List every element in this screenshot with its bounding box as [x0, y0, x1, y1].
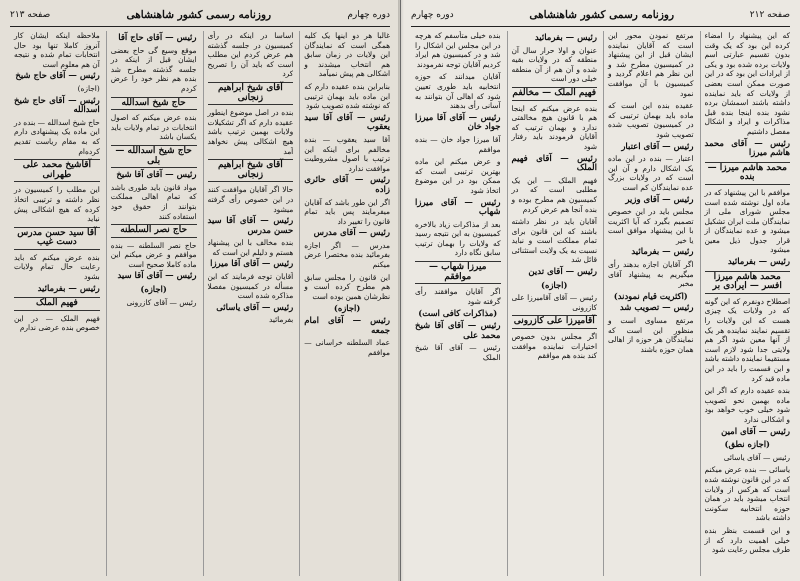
speaker-line: رئیس — آقای آقا شیخ محمد علی	[415, 321, 501, 341]
paragraph: عماد السلطنه خراسانی — موافقم	[304, 338, 390, 357]
page-number: صفحه ۲۱۳	[10, 10, 51, 20]
paragraph: (اجازه)	[77, 83, 100, 93]
paragraph: موقع وسیع گی حاج بعضی ایشان قبل از اینکه در جلسه گذشته مطرح شد بنده هم نظر خود را عرض کردم	[110, 45, 197, 93]
paragraph: اگر این طور باشد که آقایان میفرمایند پس باید تمام قانون را تغییر داد	[304, 197, 390, 226]
paragraph: غالبا هر دو اینها یک کلیه همگی است که نمایندگان این ولایات در زمان سابق هم انتخاب میشدند و اشکالی هم پیش نمیآمد	[304, 31, 390, 79]
speaker-heading: محمد هاشم میرزا — بنده	[705, 162, 791, 185]
speaker-heading: حاج شیخ اسدالله	[111, 97, 197, 111]
centered-note: (اجازه)	[140, 284, 167, 295]
speaker-line: رئیس — بفرمائید	[631, 247, 694, 258]
paragraph: بنده خیلی متأسفم که هرچه در این مجلس این اشکال را شد و در کمیسیون هم ایراد کردیم آقایان توجه نفرمودند	[415, 31, 501, 69]
paragraph: بنده در اصل موضوع اینطور عقیده دارم که اگر تشکیلات ولایات بهمین ترتیب باشد هیچ اشکالی پیش نخواهد آمد	[207, 108, 294, 156]
text-column	[507, 31, 598, 576]
speaker-line: رئیس — بفرمائید	[727, 257, 790, 268]
speaker-line: رئیس — آقای وزیر	[625, 194, 694, 205]
speaker-heading: آقامیرزا علی کازرونی	[512, 315, 598, 329]
text-column	[299, 31, 390, 576]
speaker-line: رئیس — بفرمائید	[37, 283, 100, 294]
text-column	[106, 31, 197, 576]
centered-note: (اکثریت قیام نمودند)	[613, 290, 688, 301]
speaker-line: رئیس — بفرمائید	[534, 33, 597, 43]
page-number: صفحه ۲۱۲	[749, 10, 790, 20]
text-columns	[10, 31, 390, 576]
right-page	[400, 0, 800, 581]
paragraph: آقایان باید در نظر داشته باشند که این قانون برای تمام مملکت است و نباید نسبت به یک ولایت استثنائی قائل شد	[511, 217, 597, 265]
speaker-heading: آقا سید حسن مدرس دست غیب	[14, 227, 100, 250]
paragraph: مواد قانون باید طوری باشد که تمام اهالی مملکت بتوانند از حقوق خود استفاده کنند	[110, 182, 197, 221]
paragraph: اگر آقایان موافقند رأی گرفته شود	[415, 287, 501, 306]
session-label: دوره چهارم	[347, 10, 390, 20]
centered-note: (اجازه)	[541, 279, 568, 290]
speaker-heading: آقای شیخ ابراهیم زنجانی	[208, 159, 294, 182]
speaker-line: رئیس — آقای محمد هاشم میرزا	[704, 138, 790, 159]
speaker-line: رئیس — آقای میرزا شهاب	[415, 197, 501, 218]
paragraph: بنده عرض میکنم که باید رعایت حال تمام ولایات بشود	[14, 252, 100, 282]
paragraph: حاج نصر السلطنه — بنده موافقم و عرض میکنم این ماده کاملا صحیح است	[110, 240, 197, 269]
speaker-line: رئیس — آقای امین	[721, 426, 790, 437]
text-column	[603, 31, 694, 576]
speaker-line: رئیس — آقای حاج شیخ اسدالله	[14, 95, 100, 116]
newspaper-title: روزنامه رسمی کشور شاهنشاهی	[126, 9, 272, 21]
page-header	[10, 6, 390, 27]
centered-note: (اجازه نطق)	[724, 439, 770, 450]
speaker-line: رئیس — آقای آقا سید حسن مدرس	[207, 216, 294, 236]
paragraph: موافقم با این پیشنهاد که در ماده اول نوشته شده است مجلس شورای ملی از نمایندگان ملت ایران تشکیل میشود و عده نمایندگان از قرار جدول ذیل معین میشود	[704, 187, 790, 255]
paragraph: اگر مجلس بدون خصوص اختیارات نماینده موافقت کند بنده هم موافقم	[511, 332, 597, 361]
text-column	[203, 31, 294, 576]
speaker-heading: حاج شیخ اسدالله — بلی	[111, 145, 197, 168]
text-column	[411, 31, 501, 576]
paragraph: فهیم الملک — این یک مطلبی است که در کمیسیون هم مطرح بوده و بنده آنجا هم عرض کردم	[511, 175, 597, 214]
paragraph: حالا اگر آقایان موافقت کنند در این خصوص رأی گرفته میشود	[207, 185, 294, 214]
paragraph: که این پیشنهاد را امضاء کرده این بود که یک وقت بدون تقسیم عبارتی اسم ولایات برده شده بود و یکی از ایرادات این بود که در این صورت ممکن است بعضی از ولایات که باید نماینده داشته باشند اسمشان برده نشود بنده اینجا بنده قبل مذاکرات و ایراد و اشکال مفصل داشتیم	[704, 31, 790, 136]
paragraph: عقیده بنده این است که ماده باید بهمان ترتیبی که در کمیسیون تصویب شده تصویب شود	[608, 101, 694, 139]
paragraph: اعتبار — بنده در این ماده یک اشکال دارم و آن این است که در ولایات بزرگ عده نمایندگان کم است	[608, 154, 694, 192]
speaker-heading: فهیم الملک	[14, 297, 100, 311]
speaker-heading: آقاشیخ محمد علی طهرانی	[14, 159, 100, 182]
paragraph: آقایان میدانند که حوزه انتخابیه باید طوری تعیین شود که اهالی آن بتوانند به آسانی رأی بدهند	[415, 72, 501, 111]
paragraph: عنوان و اولا حرار سال آن منطقه که در ولایات بقیه شده و آن هم از آن منطقه خیلی دور است	[511, 45, 597, 84]
speaker-heading: آقای شیخ ابراهیم زنجانی	[208, 82, 294, 105]
speaker-line: رئیس — آقای آقا شیخ	[116, 170, 197, 181]
paragraph: مجلس باید در این خصوص تصمیم بگیرد که آیا اکثریت با این پیشنهاد موافق است یا خیر	[608, 207, 694, 245]
speaker-line: رئیس — آقای حاج آقا	[118, 33, 197, 43]
paragraph: اگر آقایان اجازه بدهند رأی میگیریم به پیشنهاد آقای مخبر	[608, 260, 694, 289]
speaker-line: رئیس — آقای حائری زاده	[304, 175, 390, 195]
speaker-heading: میرزا شهاب — موافقم	[415, 261, 501, 284]
paragraph: این قانون را مجلس سابق هم مطرح کرده است و نظرشان همین بوده است	[304, 272, 390, 301]
paragraph: آقا میرزا جواد خان — بنده موافقم	[415, 134, 501, 154]
speaker-line: رئیس — آقای حاج شیخ	[15, 71, 100, 82]
speaker-line: رئیس — آقای یاسائی	[216, 302, 294, 313]
paragraph: آقایان توجه فرمایند که این مسأله در کمیسیون مفصلا مذاکره شده است	[207, 272, 294, 301]
paragraph: یاسائی — بنده عرض میکنم که در این قانون نوشته شده است که هرکس از ولایات انتخاب میشود باید در همان حوزه انتخابیه سکونت داشته باشد	[704, 465, 790, 523]
paragraph: و این قسمت بنظر بنده خیلی اهمیت دارد که از طرف مجلس رعایت شود	[704, 525, 790, 555]
paragraph: این مطلب را کمیسیون در نظر داشته و ترتیبی اتخاذ کرده که هیچ اشکالی پیش نیاید	[14, 185, 100, 224]
paragraph: مدرس — اگر اجازه بفرمائید بنده مختصرا عرض میکنم	[304, 240, 390, 270]
speaker-line: رئیس — آقای فهیم الملک	[511, 153, 597, 174]
paragraph: رئیس — آقای آقامیرزا علی کازرونی	[511, 293, 597, 312]
centered-note: (اجازه)	[333, 303, 361, 314]
session-label: دوره چهارم	[411, 10, 454, 20]
text-columns	[411, 31, 790, 576]
speaker-line: رئیس — آقای آقا میرزا جواد خان	[415, 112, 501, 133]
text-column	[700, 31, 791, 576]
speaker-line: رئیس — آقای امام جمعه	[304, 316, 390, 336]
paragraph: و عرض میکنم این ماده بهترین ترتیبی است که ممکن بود در این موضوع اتخاذ شود	[415, 157, 501, 195]
paragraph: بنده عرض میکنم که اصول انتخابات در تمام ولایات باید یکسان باشد	[110, 113, 197, 142]
speaker-line: رئیس — آقای آقا میرزا	[210, 259, 294, 270]
paragraph: بنده عقیده دارم که اگر این ماده بهمین نحو تصویب شود خیلی خوب خواهد بود و اشکالی ندارد	[704, 386, 790, 424]
paragraph: بنده مخالف با این پیشنهاد هستم و دلیلم این است که	[207, 238, 294, 257]
speaker-heading: محمد هاشم میرزا افسر — ایرادی بر	[705, 271, 791, 294]
paragraph: رئیس — آقای یاسائی	[723, 452, 790, 462]
speaker-line: رئیس — آقای آقا سید یعقوب	[304, 112, 390, 133]
speaker-line: رئیس — تصویب شد	[619, 303, 694, 314]
paragraph: مرتفع نمودن محور این است که آقایان نماینده ایشان قبل از این پیشنهاد در کمیسیون مطرح شد و این نظر هم اعلام گردید و کمیسیون با آن موافقت نمود	[608, 31, 694, 98]
speaker-heading: فهیم الملک — مخالفم	[512, 87, 598, 101]
speaker-heading: حاج نصر السلطنه	[111, 224, 197, 238]
speaker-line: رئیس — آقای تدین	[528, 267, 597, 278]
paragraph: فهیم الملک — در این خصوص بنده عرضی ندارم	[14, 313, 100, 333]
paragraph: رئیس — آقای آقا شیخ الملک	[415, 343, 501, 362]
speaker-line: رئیس — آقای آقا سید	[117, 271, 197, 282]
paragraph: بنده عرض میکنم که اینجا هم با قانون هیچ مخالفتی ندارد و بهمان ترتیب که آقایان فرمودند باید رفتار شود	[511, 103, 597, 151]
paragraph: مرتفع مساوی است و منظور این است که نمایندگان هر حوزه از اهالی همان حوزه باشند	[608, 316, 694, 354]
paragraph: بعد از مذاکرات زیاد بالاخره کمیسیون به این نتیجه رسید که ولایات را بهمان ترتیب سابق نگاه دارد	[415, 219, 501, 258]
paragraph: بنابراین بنده عقیده دارم که این ماده باید بهمان ترتیبی که نوشته شده تصویب شود	[304, 81, 390, 111]
paragraph: رئیس — آقای کازرونی	[126, 297, 197, 307]
newspaper-title: روزنامه رسمی کشور شاهنشاهی	[529, 9, 675, 21]
paragraph: بفرمائید	[268, 315, 294, 325]
paragraph: اساسا در اینکه در رأی کمیسیون در جلسه گذشته هم عرض کردم این مطلب است که باید آن را تصریح کرد	[207, 31, 294, 79]
paragraph: اصطلاح دونفرم که این گونه که در ولایات یک چیزی هست که این ولایات را تقسیم نمایند نماینده هر یک از آنها معین شود اگر هم ولایتی جدا شود لازم است مستقیما نماینده داشته باشد و این قسمت را باید در این ماده قید کرد	[704, 296, 790, 383]
speaker-line: رئیس — آقای اعتبار	[621, 141, 694, 152]
centered-note: (مذاکرات کافی است)	[418, 308, 498, 319]
paragraph: ملاحظه اینکه ایشان کار آنروز کاملا تنها بود حال انتخابات تمام شده و نتیجه آن هم معلوم است	[14, 31, 100, 69]
speaker-line: رئیس — آقای مدرس	[313, 228, 390, 239]
page-header	[411, 6, 790, 27]
paragraph: حاج شیخ اسدالله — بنده در این ماده یک پیشنهادی دارم که به مقام ریاست تقدیم کرده‌ام	[14, 117, 100, 156]
paragraph: آقا سید یعقوب — بنده مخالفم برای اینکه این ترتیب با اصول مشروطیت موافقت ندارد	[304, 134, 390, 173]
text-column	[10, 31, 100, 576]
